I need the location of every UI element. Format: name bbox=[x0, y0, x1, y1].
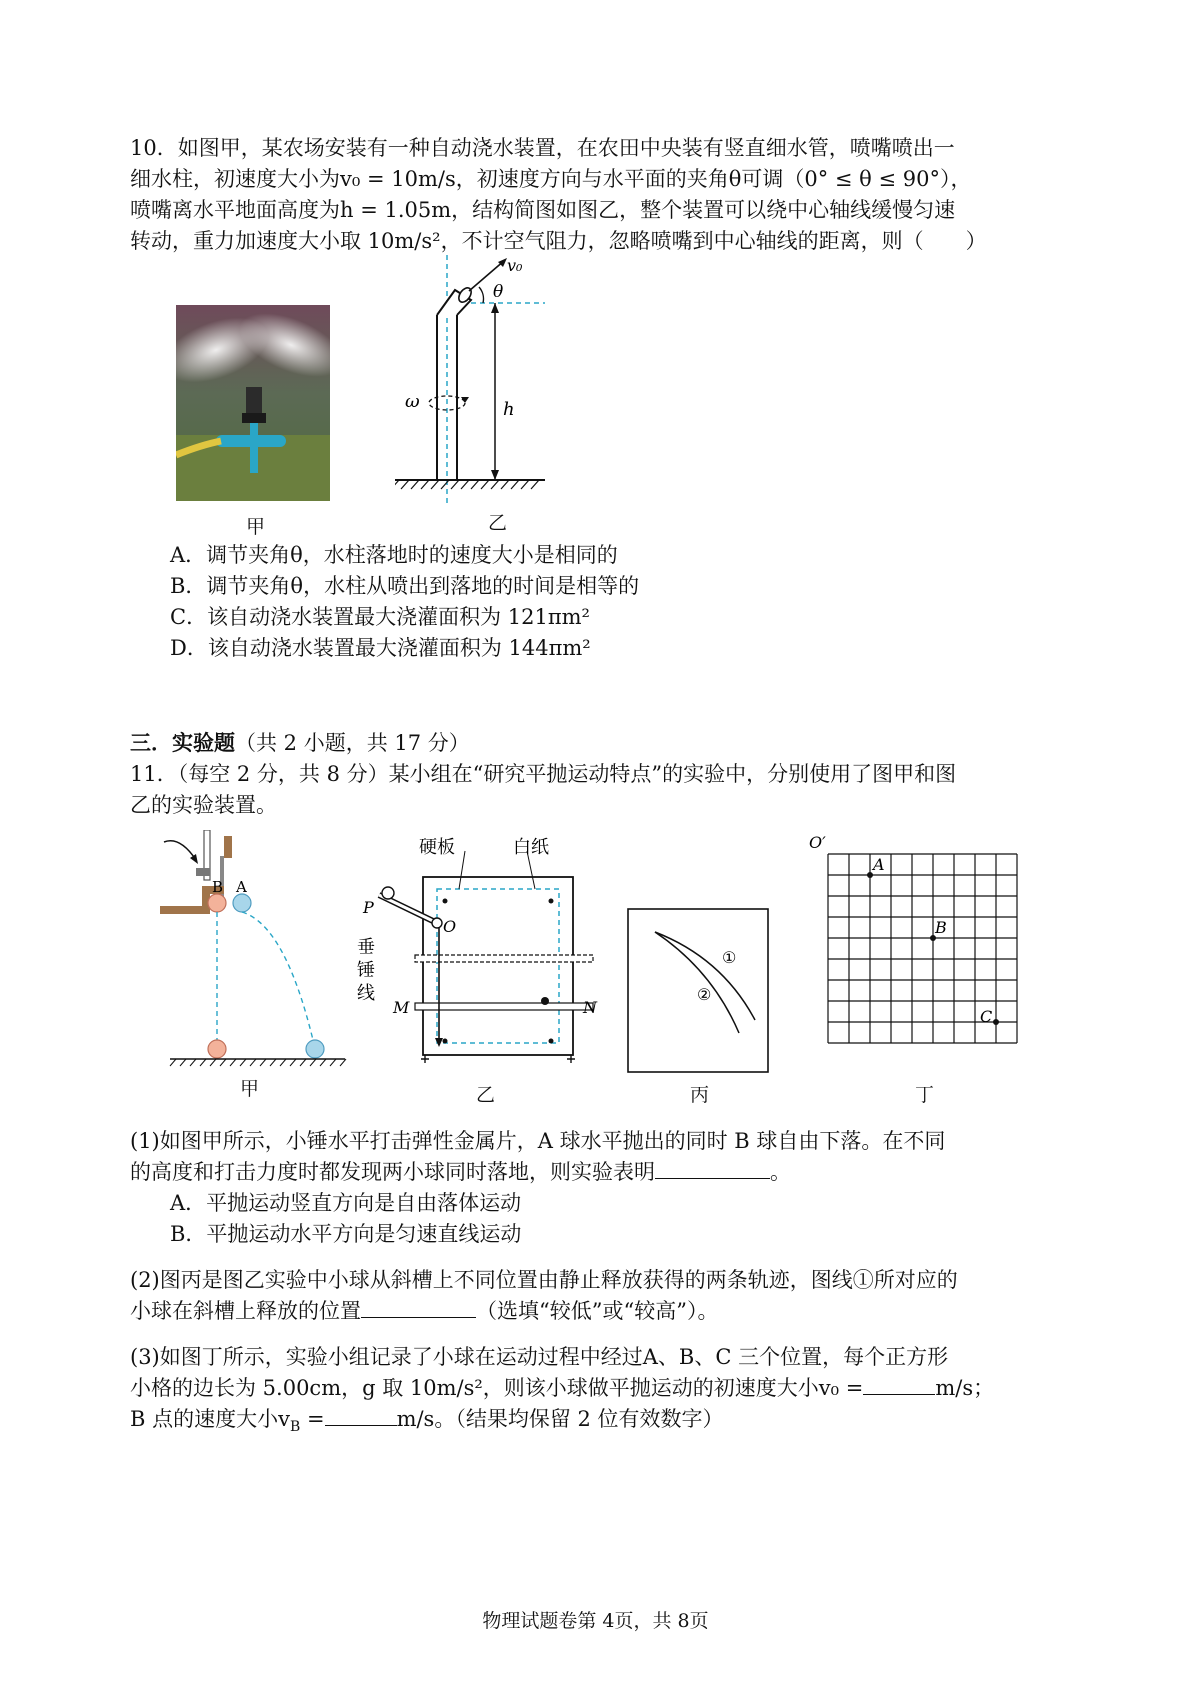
page-footer: 物理试题卷第 4页，共 8页 bbox=[482, 1610, 709, 1632]
fig-jia-balls bbox=[160, 830, 350, 1075]
point-c bbox=[993, 1019, 999, 1025]
q10-option-d: D．该自动浇水装置最大浇灌面积为 144πm² bbox=[170, 636, 591, 660]
section-sub: （共 2 小题，共 17 分） bbox=[235, 731, 470, 755]
section-heading bbox=[130, 728, 470, 758]
label-pt-c: C bbox=[980, 1007, 993, 1026]
label-omega: ω bbox=[405, 391, 420, 412]
fig-jia-caption: 甲 bbox=[246, 516, 266, 538]
q11-part1-option-b: B．平抛运动水平方向是匀速直线运动 bbox=[170, 1222, 522, 1246]
q11-part1-line2 bbox=[130, 1157, 791, 1187]
q11-part3-line2 bbox=[130, 1373, 994, 1403]
label-v0: v₀ bbox=[507, 256, 523, 275]
label-pt-b: B bbox=[935, 918, 947, 937]
q11-part1-end: 。 bbox=[770, 1160, 791, 1184]
label-h: h bbox=[503, 399, 515, 420]
label-pt-a: A bbox=[873, 855, 885, 874]
q11-part2-line1: (2)图丙是图乙实验中小球从斜槽上不同位置由静止释放获得的两条轨迹，图线①所对应的 bbox=[130, 1268, 958, 1292]
q10-option-a: A．调节夹角θ，水柱落地时的速度大小是相同的 bbox=[170, 543, 618, 567]
q11-part3-text: 小格的边长为 5.00cm，g 取 10m/s²，则该小球做平抛运动的初速度大小v₀ = bbox=[130, 1376, 864, 1400]
nozzle-diagram bbox=[395, 255, 595, 505]
label-n: N bbox=[583, 998, 597, 1017]
ball-b-label: B bbox=[212, 878, 224, 896]
fig-yi-caption: 乙 bbox=[488, 512, 508, 534]
q10-option-b: B．调节夹角θ，水柱从喷出到落地的时间是相等的 bbox=[170, 574, 640, 598]
q11-part3-unit: m/s； bbox=[935, 1376, 995, 1400]
ball-a-label: A bbox=[236, 878, 247, 896]
fig11-bing-caption: 丙 bbox=[690, 1084, 710, 1106]
q11-part3-vb-sub: B bbox=[289, 1419, 301, 1436]
answer-blank-1[interactable] bbox=[655, 1158, 770, 1179]
q10-line-1: 10．如图甲，某农场安装有一种自动浇水装置，在农田中央装有竖直细水管，喷嘴喷出一 bbox=[130, 136, 955, 160]
section-title: 三．实验题 bbox=[130, 730, 235, 755]
q11-part1-option-a: A．平抛运动竖直方向是自由落体运动 bbox=[170, 1191, 522, 1215]
q10-line-3: 喷嘴离水平地面高度为h = 1.05m，结构简图如图乙，整个装置可以绕中心轴线缓慢匀速 bbox=[130, 198, 956, 222]
label-o: O bbox=[443, 917, 457, 936]
q11-part3-eq: = bbox=[300, 1407, 325, 1431]
sprinkler-photo bbox=[176, 305, 330, 501]
label-curve2: ② bbox=[697, 985, 712, 1004]
label-p: P bbox=[363, 898, 374, 917]
q10-line-2: 细水柱，初速度大小为v₀ = 10m/s，初速度方向与水平面的夹角θ可调（0° ≤ θ ≤ 90°）， bbox=[130, 167, 972, 191]
answer-blank-4[interactable] bbox=[325, 1405, 397, 1426]
q11-part3-line1: (3)如图丁所示，实验小组记录了小球在运动过程中经过A、B、C 三个位置，每个正方形 bbox=[130, 1345, 949, 1369]
fig-yi-board bbox=[355, 835, 605, 1070]
q11-part3-line3 bbox=[130, 1404, 724, 1442]
q11-part1-text: 的高度和打击力度时都发现两小球同时落地，则实验表明 bbox=[130, 1160, 655, 1184]
fig-bing-curves bbox=[627, 908, 769, 1073]
q11-part2-text: 小球在斜槽上释放的位置 bbox=[130, 1299, 361, 1323]
label-m: M bbox=[393, 998, 410, 1017]
q11-part3-vb-text: B 点的速度大小v bbox=[130, 1407, 290, 1431]
q10-line-4: 转动，重力加速度大小取 10m/s²，不计空气阻力，忽略喷嘴到中心轴线的距离，则（ ） bbox=[130, 229, 987, 253]
fig-ding-grid bbox=[805, 830, 1045, 1075]
q11-part1-line1: (1)如图甲所示，小锤水平打击弹性金属片，A 球水平抛出的同时 B 球自由下落。在不同 bbox=[130, 1129, 946, 1153]
label-oprime: O′ bbox=[809, 833, 826, 852]
q11-line-1: 11．（每空 2 分，共 8 分）某小组在“研究平抛运动特点”的实验中，分别使用了图甲和图 bbox=[130, 762, 957, 786]
label-baizhi: 白纸 bbox=[513, 837, 549, 858]
answer-blank-3[interactable] bbox=[863, 1374, 935, 1395]
q11-part2-end: （选填“较低”或“较高”）。 bbox=[476, 1299, 719, 1323]
fig11-yi-caption: 乙 bbox=[476, 1084, 496, 1106]
fig11-ding-caption: 丁 bbox=[915, 1084, 935, 1106]
label-chui: 垂 bbox=[357, 937, 375, 958]
q11-line-2: 乙的实验装置。 bbox=[130, 793, 277, 817]
label-xian: 线 bbox=[357, 983, 375, 1004]
label-zhui: 锤 bbox=[357, 960, 375, 981]
label-curve1: ① bbox=[722, 948, 737, 967]
q11-part2-line2 bbox=[130, 1296, 718, 1326]
label-theta: θ bbox=[493, 282, 504, 302]
label-yingban: 硬板 bbox=[419, 837, 455, 858]
answer-blank-2[interactable] bbox=[361, 1297, 476, 1318]
q11-part3-end: m/s。（结果均保留 2 位有效数字） bbox=[396, 1407, 724, 1431]
q10-option-c: C．该自动浇水装置最大浇灌面积为 121πm² bbox=[170, 605, 590, 629]
fig11-jia-caption: 甲 bbox=[240, 1078, 260, 1100]
